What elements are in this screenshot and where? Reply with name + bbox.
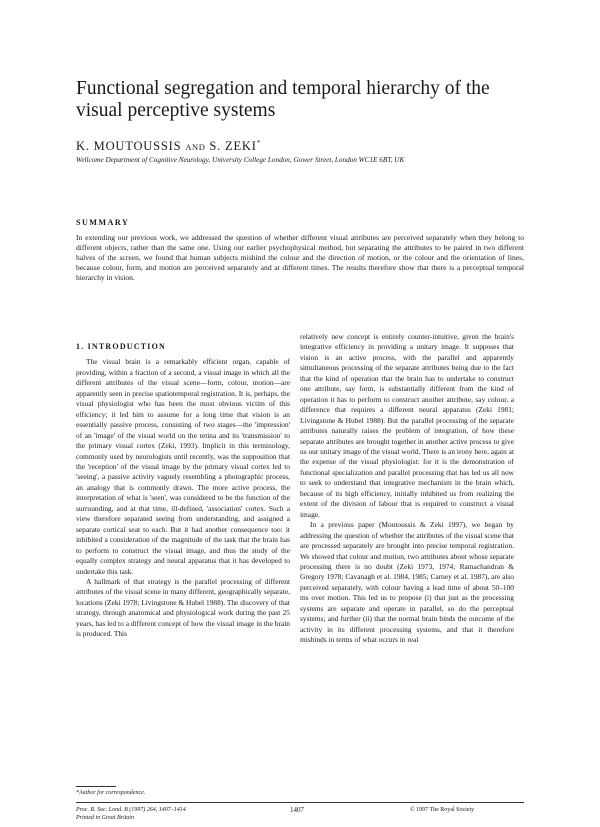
journal-citation <box>76 806 186 822</box>
author-2: S. ZEKI <box>209 139 257 154</box>
paper-title: Functional segregation and temporal hierarchy of the visual perceptive systems <box>76 78 490 121</box>
summary-text: In extending our previous work, we addressed the question of whether different visual attributes are perceived separately when they belong to different objects, rather than the same one. Using our earlier psychophysical method, but separating the attributes to be paired in two different halves of the screen, we found that human subjects mishind the colour and the direction of motion, or the colour and the orientation of lines, because colour, form, and motion are perceived separately and at different times. The results therefore show that there is a perceptual temporal hierarchy in vision. <box>76 233 524 282</box>
printed-note: Printed in Great Britain <box>76 815 134 821</box>
author-line <box>76 139 260 154</box>
intro-paragraph-1: The visual brain is a remarkably efficient organ, capable of providing, within a fraction of a second, a visual image in which all the different attributes of the visual scene—form, colour, motion—are apparently seen in precise spatiotemporal registration. It is, perhaps, the visual physiologist who has been the most obvious victim of this efficiency; it led him to assume for a long time that vision is an essentially passive process, consisting of two stages—the 'impression' of an 'image' of the visual world on the retina and its 'transmission' to the primary visual cortex (Zeki, 1993). Implicit in this terminology, commonly used by neurologists until recently, was the supposition that the 'reception' of the visual image by the primary visual cortex led to 'seeing', a passive activity vaguely resembling a photographic process, an analogy that is commonly drawn. The more active process, the interpretation of what is 'seen', was considered to be the function of the surrounding, and at that time, ill-defined, 'association' cortex. Such a view therefore separated seeing from understanding, and assigned a separate cortical seat to each. But it had another consequence too: it inhibited a consideration of the magnitude of the task that the brain has to perform to construct the visual image, and thus the study of the equally complex strategy and neural apparatus that it has developed to undertake this task. <box>76 357 290 576</box>
left-column <box>76 342 290 640</box>
footnote: *Author for correspondence. <box>76 790 146 796</box>
introduction-heading: 1. INTRODUCTION <box>76 342 167 351</box>
intro-paragraph-2: A hallmark of that strategy is the parallel processing of different attributes of the visual scene in many different, geographically separate, locations (Zeki 1978; Livingstone & Hubel 1988). The discovery of that strategy, through anatomical and physiological work during the past 25 years, has led to a different concept of how the visual image in the brain is produced. This <box>76 576 290 639</box>
intro-paragraph-3: relatively new concept is entirely counter-intuitive, given the brain's integrative efficiency in providing a unitary image. It supposes that vision is an active process, with the parallel and apparently simultaneous processing of the separate attributes being due to the fact that the kind of operation that the brain has to undertake to construct one attribute, say form, is substantially different from the kind of operation it has to perform to construct another attribute, say colour, a difference that requires a different neural apparatus (Zeki 1981; Livingstone & Hubel 1988). But the parallel processing of the separate attributes naturally raises the problem of integration, of how these separate attributes are brought together in another active process to give us our unitary image of the visual world. There is an irony here, again at the expense of the visual physiologist: for it is the demonstration of functional specialization and parallel processing that has led us all now to seek to understand that integrative mechanism in the brain which, because of its high efficiency, initially inhibited us from realizing the extent of the division of labour that is required to construct a visual image. <box>300 332 514 519</box>
journal-reference: Proc. R. Soc. Lond. B (1997) 264, 1407–1414 <box>76 807 186 813</box>
copyright: © 1997 The Royal Society <box>410 807 475 813</box>
summary-heading: SUMMARY <box>76 218 130 227</box>
author-1: K. MOUTOUSSIS <box>76 139 182 154</box>
page-number: 1407 <box>290 806 304 814</box>
author-conjunction: AND <box>185 142 206 153</box>
footnote-divider <box>76 786 116 787</box>
intro-paragraph-4: In a previous paper (Moutoussis & Zeki 1997), we began by addressing the question of whether the attributes of the visual scene that are processed separately are brought into precise temporal registration. We showed that colour and motion, two attributes about whose separate processing there is no doubt (Zeki 1973, 1974; Ramachandran & Gregory 1978; Cavanagh et al. 1984, 1985; Carney et al. 1987), are also perceived separately, with colour having a lead time of about 50–100 ms over motion. This led us to propose (i) that just as the processing systems are separate and operate in parallel, so do the perceptual systems; and further (ii) that the normal brain binds the outcome of the activity in its different processing systems, and that it therefore misbinds in terms of what occurs in real <box>300 520 514 645</box>
affiliation: Wellcome Department of Cognitive Neurology, University College London, Gower Street, London WC1E 6BT, UK <box>76 156 405 164</box>
footer-divider <box>76 802 524 803</box>
correspondence-mark: * <box>256 139 261 147</box>
right-column <box>300 332 514 646</box>
